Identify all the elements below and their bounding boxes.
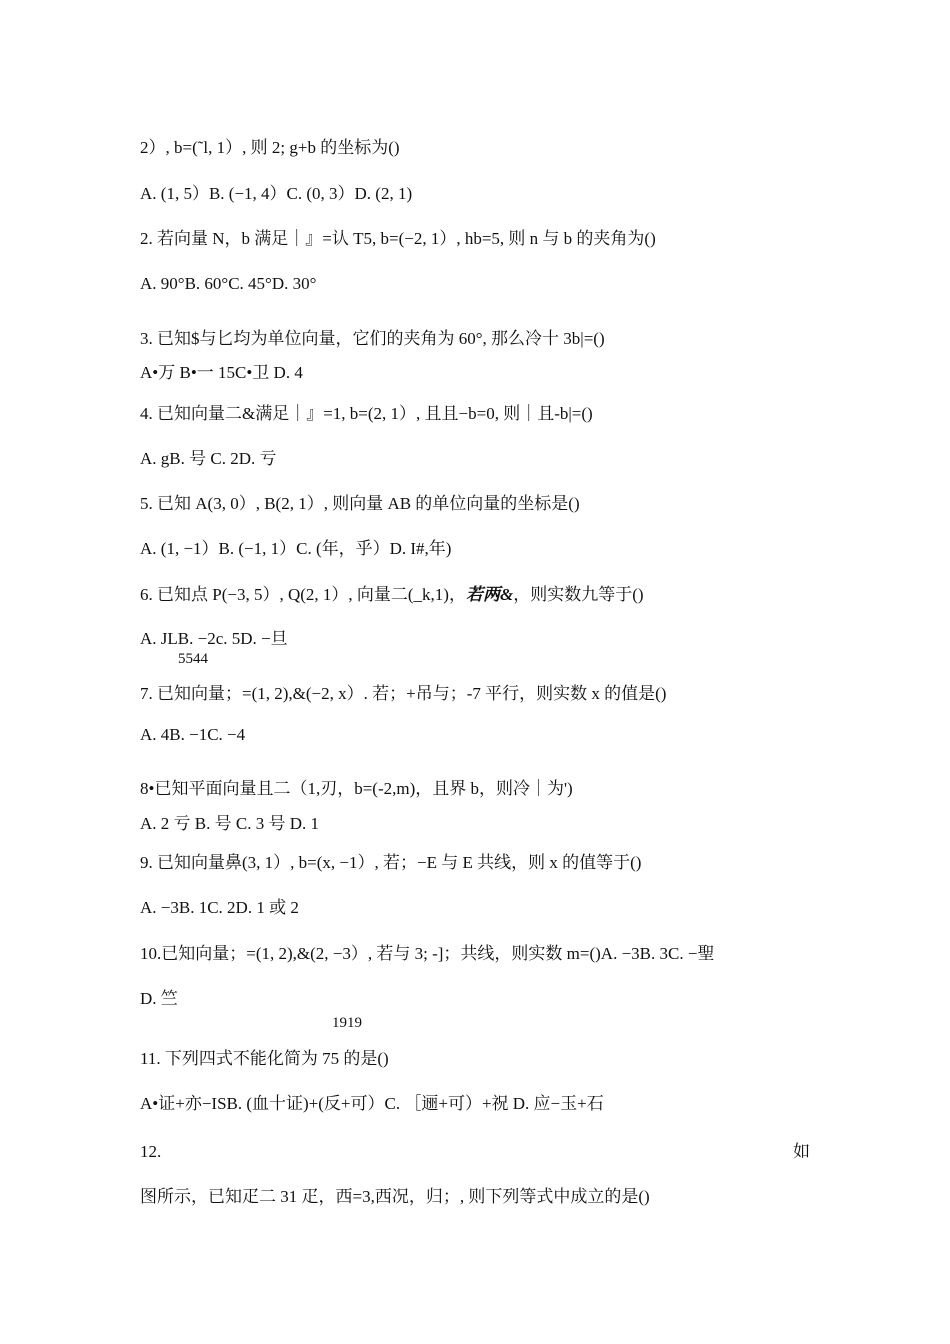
question-12-line-end: 如 (793, 1142, 810, 1161)
question-10-subscripts: 1919 (332, 1015, 362, 1031)
question-9-options: A. −3B. 1C. 2D. 1 或 2 (140, 898, 299, 917)
question-2-stem: 2. 若向量 N，b 满足｜』=认 T5, b=(−2, 1）, hb=5, 则 n 与 b 的夹角为() (140, 229, 656, 248)
question-6-emphasis: 若两& (465, 585, 514, 604)
question-5-options: A. (1, −1）B. (−1, 1）C. (年，乎）D. I#,年) (140, 539, 452, 558)
question-2-options: A. 90°B. 60°C. 45°D. 30° (140, 274, 317, 293)
question-7-stem: 7. 已知向量；=(1, 2),&(−2, x）. 若；+吊与；-7 平行，则实数 x 的值是() (140, 684, 667, 703)
question-10-stem: 10.已知向量；=(1, 2),&(2, −3）, 若与 3; -]；共线，则实数 m=()A. −3B. 3C. −聖 (140, 944, 715, 963)
question-7-options: A. 4B. −1C. −4 (140, 725, 246, 744)
question-3-stem: 3. 已知$与匕均为单位向量，它们的夹角为 60°, 那么冷十 3b|=() (140, 329, 605, 348)
question-11-stem: 11. 下列四式不能化简为 75 的是() (140, 1049, 389, 1068)
question-6-subscripts: 5544 (178, 651, 208, 667)
question-6-options: A. JLB. −2c. 5D. −旦 (140, 629, 288, 648)
question-12-number: 12. (140, 1142, 162, 1161)
question-6-stem-start: 6. 已知点 P(−3, 5）, Q(2, 1）, 向量二(_k,1)， (140, 585, 466, 604)
question-4-options: A. gB. 号 C. 2D. 亏 (140, 449, 277, 468)
question-4-stem: 4. 已知向量二&满足｜』=1, b=(2, 1）, 且且−b=0, 则｜且-b|=() (140, 404, 593, 423)
question-1-stem: 2）, b=(˜l, 1）, 则 2; g+b 的坐标为() (140, 138, 400, 157)
question-8-options: A. 2 亏 B. 号 C. 3 号 D. 1 (140, 814, 319, 833)
question-6-stem (140, 584, 644, 606)
question-10-option-d: D. 竺 (140, 989, 178, 1008)
question-12-stem: 图所示，已知疋二 31 疋，西=3,西况，归；, 则下列等式中成立的是() (140, 1187, 650, 1206)
question-1-options: A. (1, 5）B. (−1, 4）C. (0, 3）D. (2, 1) (140, 184, 413, 203)
question-6-stem-end: ，则实数九等于() (513, 585, 644, 604)
question-11-options: A•证+亦−ISB. (血十证)+(反+可）C. ［逦+可）+祝 D. 应−玉+石 (140, 1094, 604, 1113)
question-3-options: A•万 B•一 15C•卫 D. 4 (140, 363, 303, 382)
question-9-stem: 9. 已知向量鼻(3, 1）, b=(x, −1）, 若；−E 与 E 共线，则 x 的值等于() (140, 853, 642, 872)
question-5-stem: 5. 已知 A(3, 0）, B(2, 1）, 则向量 AB 的单位向量的坐标是() (140, 494, 580, 513)
question-8-stem: 8•已知平面向量且二（1,刃，b=(-2,m)，且界 b，则冷｜为') (140, 779, 573, 798)
